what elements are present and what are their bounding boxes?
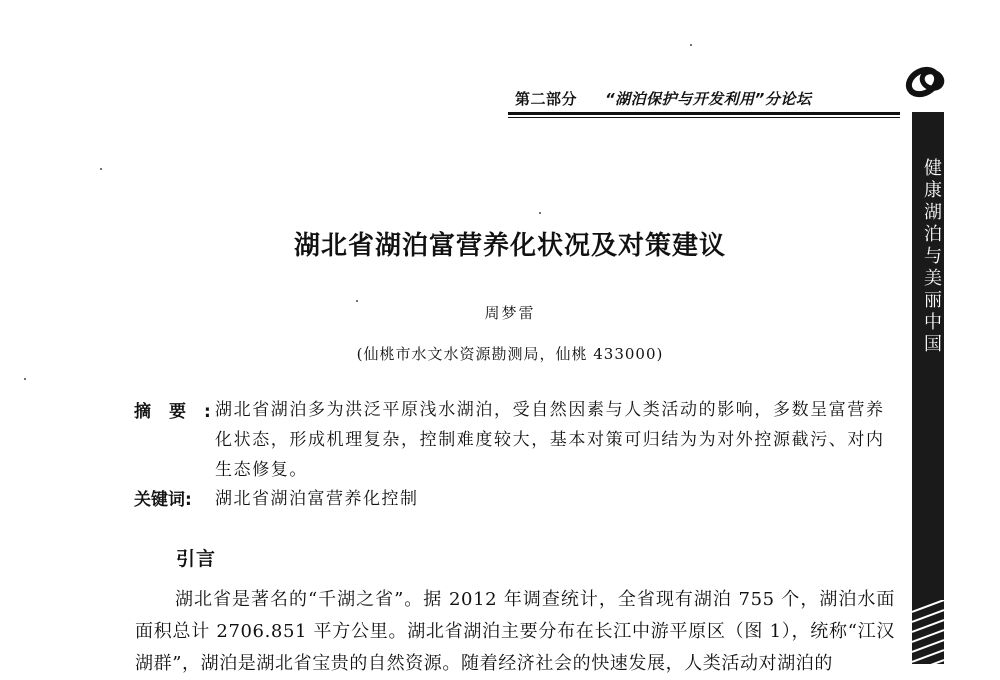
keywords-label: 关键词:: [134, 490, 192, 510]
header-rule: [508, 112, 900, 115]
scan-speck: [356, 300, 358, 302]
header-rule-thin: [508, 117, 900, 118]
section-heading: 引言: [176, 548, 217, 570]
article-title: 湖北省湖泊富营养化状况及对策建议: [293, 231, 726, 261]
body-paragraph: 湖北省是著名的“千湖之省”。据 2012 年调查统计，全省现有湖泊 755 个，湖泊水面面积总计 2706.851 平方公里。湖北省湖泊主要分布在长江中游平原区（图 1），统称“江汉湖群”，湖泊是湖北省宝贵的自然资源。随着经济社会的快速发展，人类活动对湖泊的: [135, 589, 895, 674]
author-affiliation: (仙桃市水文水资源勘测局，仙桃 433000): [356, 345, 664, 363]
keywords-text: 湖北省湖泊富营养化控制: [215, 489, 419, 509]
abstract-label-colon: :: [204, 402, 211, 422]
scan-speck: [690, 44, 692, 46]
running-header-part: 第二部分: [515, 90, 578, 108]
scan-speck: [100, 168, 102, 170]
scan-speck: [24, 378, 26, 380]
running-header-section: “湖泊保护与开发利用”分论坛: [605, 90, 812, 108]
conference-logo-icon: [903, 58, 951, 106]
abstract-label-text: 摘要: [134, 402, 204, 422]
abstract-label: [134, 397, 211, 422]
side-band-stripes: [912, 600, 944, 664]
abstract-text: 湖北省湖泊多为洪泛平原浅水湖泊，受自然因素与人类活动的影响，多数呈富营养化状态，形成机理复杂，控制难度较大，基本对策可归结为为对外控源截污、对内生态修复。: [215, 400, 885, 480]
article-author: 周梦雷: [484, 304, 536, 322]
scan-speck: [539, 212, 541, 214]
side-band-text: 健康湖泊与美丽中国: [921, 158, 942, 356]
running-header: [515, 88, 895, 110]
